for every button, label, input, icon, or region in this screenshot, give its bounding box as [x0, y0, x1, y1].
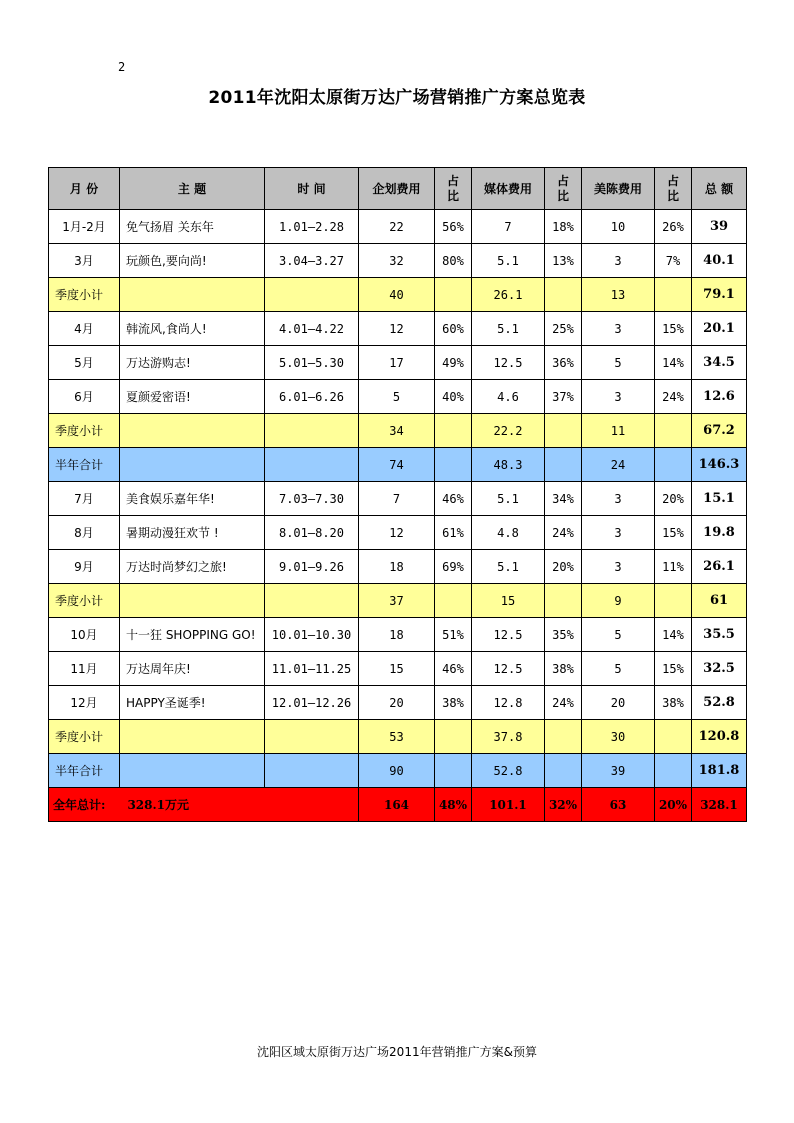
year-total-display-pct: 20% — [655, 788, 692, 822]
time-cell — [265, 754, 359, 788]
time-cell: 7.03—7.30 — [265, 482, 359, 516]
month-cell: 5月 — [49, 346, 120, 380]
plan-pct-cell: 61% — [435, 516, 472, 550]
time-cell — [265, 720, 359, 754]
table-row — [49, 380, 747, 414]
media-pct-cell: 36% — [545, 346, 582, 380]
time-cell — [265, 278, 359, 312]
quarter-subtotal-row — [49, 278, 747, 312]
table-row — [49, 516, 747, 550]
display-cost-cell: 3 — [582, 380, 655, 414]
month-cell: 12月 — [49, 686, 120, 720]
year-total-label-cell — [49, 788, 359, 822]
half-year-total-row — [49, 754, 747, 788]
media-cost-cell: 5.1 — [472, 550, 545, 584]
theme-cell — [120, 278, 265, 312]
plan-pct-cell — [435, 720, 472, 754]
plan-cost-cell: 90 — [359, 754, 435, 788]
quarter-subtotal-row — [49, 584, 747, 618]
month-cell: 7月 — [49, 482, 120, 516]
display-pct-cell: 15% — [655, 652, 692, 686]
plan-cost-cell: 15 — [359, 652, 435, 686]
theme-cell: 万达周年庆! — [120, 652, 265, 686]
time-cell: 3.04—3.27 — [265, 244, 359, 278]
total-cell: 34.5 — [692, 346, 747, 380]
table-row — [49, 312, 747, 346]
media-cost-cell: 5.1 — [472, 482, 545, 516]
plan-pct-cell: 80% — [435, 244, 472, 278]
month-cell: 半年合计 — [49, 448, 120, 482]
display-pct-cell — [655, 754, 692, 788]
display-cost-cell: 3 — [582, 244, 655, 278]
theme-cell: 夏颜爱密语! — [120, 380, 265, 414]
total-cell: 35.5 — [692, 618, 747, 652]
display-cost-cell: 13 — [582, 278, 655, 312]
quarter-subtotal-row — [49, 720, 747, 754]
media-pct-cell: 34% — [545, 482, 582, 516]
media-cost-cell: 5.1 — [472, 312, 545, 346]
table-header-row — [49, 168, 747, 210]
table-row — [49, 686, 747, 720]
total-cell: 40.1 — [692, 244, 747, 278]
media-cost-cell: 37.8 — [472, 720, 545, 754]
display-pct-cell — [655, 414, 692, 448]
year-total-total: 328.1 — [692, 788, 747, 822]
time-cell: 10.01—10.30 — [265, 618, 359, 652]
plan-pct-cell: 56% — [435, 210, 472, 244]
time-cell: 4.01—4.22 — [265, 312, 359, 346]
year-total-display: 63 — [582, 788, 655, 822]
theme-cell: 万达游购志! — [120, 346, 265, 380]
year-total-amount: 328.1万元 — [127, 798, 190, 812]
media-pct-cell: 24% — [545, 686, 582, 720]
plan-cost-cell: 18 — [359, 618, 435, 652]
display-pct-cell: 38% — [655, 686, 692, 720]
year-total-label: 全年总计: — [53, 798, 106, 812]
plan-pct-cell: 69% — [435, 550, 472, 584]
month-cell: 10月 — [49, 618, 120, 652]
media-pct-cell: 25% — [545, 312, 582, 346]
display-cost-cell: 3 — [582, 312, 655, 346]
time-cell: 1.01—2.28 — [265, 210, 359, 244]
plan-pct-cell: 38% — [435, 686, 472, 720]
plan-cost-cell: 12 — [359, 312, 435, 346]
year-total-row — [49, 788, 747, 822]
media-pct-cell — [545, 278, 582, 312]
month-cell: 11月 — [49, 652, 120, 686]
theme-cell: 韩流风,食尚人! — [120, 312, 265, 346]
total-cell: 67.2 — [692, 414, 747, 448]
total-cell: 15.1 — [692, 482, 747, 516]
table-row — [49, 346, 747, 380]
media-cost-cell: 15 — [472, 584, 545, 618]
month-cell: 季度小计 — [49, 720, 120, 754]
page-title: 2011年沈阳太原街万达广场营销推广方案总览表 — [208, 88, 586, 108]
media-cost-cell: 12.5 — [472, 346, 545, 380]
display-cost-cell: 30 — [582, 720, 655, 754]
quarter-subtotal-row — [49, 414, 747, 448]
display-pct-cell: 26% — [655, 210, 692, 244]
display-cost-cell: 3 — [582, 550, 655, 584]
plan-pct-cell — [435, 278, 472, 312]
media-pct-cell: 13% — [545, 244, 582, 278]
media-cost-cell: 4.6 — [472, 380, 545, 414]
display-cost-cell: 5 — [582, 652, 655, 686]
plan-cost-cell: 17 — [359, 346, 435, 380]
time-cell: 12.01—12.26 — [265, 686, 359, 720]
header-display-cost: 美陈费用 — [582, 168, 655, 210]
theme-cell: 美食娱乐嘉年华! — [120, 482, 265, 516]
plan-cost-cell: 20 — [359, 686, 435, 720]
display-cost-cell: 5 — [582, 618, 655, 652]
time-cell: 6.01—6.26 — [265, 380, 359, 414]
display-pct-cell: 14% — [655, 346, 692, 380]
display-cost-cell: 20 — [582, 686, 655, 720]
plan-pct-cell — [435, 754, 472, 788]
media-cost-cell: 26.1 — [472, 278, 545, 312]
display-pct-cell — [655, 278, 692, 312]
plan-cost-cell: 32 — [359, 244, 435, 278]
plan-cost-cell: 40 — [359, 278, 435, 312]
plan-cost-cell: 5 — [359, 380, 435, 414]
display-pct-cell: 15% — [655, 516, 692, 550]
month-cell: 3月 — [49, 244, 120, 278]
plan-pct-cell: 40% — [435, 380, 472, 414]
media-cost-cell: 22.2 — [472, 414, 545, 448]
media-pct-cell — [545, 414, 582, 448]
year-total-media-pct: 32% — [545, 788, 582, 822]
time-cell — [265, 414, 359, 448]
plan-pct-cell — [435, 448, 472, 482]
year-total-plan: 164 — [359, 788, 435, 822]
time-cell: 8.01—8.20 — [265, 516, 359, 550]
time-cell: 9.01—9.26 — [265, 550, 359, 584]
time-cell — [265, 584, 359, 618]
theme-cell — [120, 754, 265, 788]
header-month: 月 份 — [49, 168, 120, 210]
display-pct-cell — [655, 720, 692, 754]
display-pct-cell — [655, 584, 692, 618]
media-pct-cell: 18% — [545, 210, 582, 244]
plan-cost-cell: 18 — [359, 550, 435, 584]
display-cost-cell: 3 — [582, 516, 655, 550]
table-row — [49, 550, 747, 584]
media-cost-cell: 12.5 — [472, 652, 545, 686]
month-cell: 1月-2月 — [49, 210, 120, 244]
media-pct-cell: 38% — [545, 652, 582, 686]
table-row — [49, 618, 747, 652]
table-row — [49, 244, 747, 278]
table-row — [49, 482, 747, 516]
media-pct-cell — [545, 754, 582, 788]
header-plan-ratio: 占比 — [435, 168, 472, 210]
header-total: 总 额 — [692, 168, 747, 210]
theme-cell: 玩颜色,要向尚! — [120, 244, 265, 278]
display-cost-cell: 24 — [582, 448, 655, 482]
month-cell: 4月 — [49, 312, 120, 346]
media-pct-cell: 35% — [545, 618, 582, 652]
media-pct-cell — [545, 584, 582, 618]
header-time: 时 间 — [265, 168, 359, 210]
month-cell: 9月 — [49, 550, 120, 584]
media-cost-cell: 12.8 — [472, 686, 545, 720]
display-pct-cell: 24% — [655, 380, 692, 414]
header-plan-cost: 企划费用 — [359, 168, 435, 210]
theme-cell: 免气扬眉 关东年 — [120, 210, 265, 244]
total-cell: 61 — [692, 584, 747, 618]
media-pct-cell — [545, 720, 582, 754]
month-cell: 季度小计 — [49, 278, 120, 312]
theme-cell — [120, 720, 265, 754]
theme-cell — [120, 414, 265, 448]
media-pct-cell: 24% — [545, 516, 582, 550]
marketing-plan-table — [48, 167, 747, 822]
total-cell: 120.8 — [692, 720, 747, 754]
plan-pct-cell: 49% — [435, 346, 472, 380]
theme-cell — [120, 584, 265, 618]
theme-cell: 暑期动漫狂欢节 ! — [120, 516, 265, 550]
plan-cost-cell: 12 — [359, 516, 435, 550]
table-row — [49, 210, 747, 244]
theme-cell — [120, 448, 265, 482]
plan-cost-cell: 53 — [359, 720, 435, 754]
header-display-ratio: 占比 — [655, 168, 692, 210]
media-cost-cell: 48.3 — [472, 448, 545, 482]
total-cell: 32.5 — [692, 652, 747, 686]
month-cell: 季度小计 — [49, 584, 120, 618]
total-cell: 146.3 — [692, 448, 747, 482]
header-theme: 主 题 — [120, 168, 265, 210]
display-pct-cell: 11% — [655, 550, 692, 584]
display-pct-cell: 15% — [655, 312, 692, 346]
display-cost-cell: 5 — [582, 346, 655, 380]
theme-cell: 十一狂 SHOPPING GO! — [120, 618, 265, 652]
total-cell: 26.1 — [692, 550, 747, 584]
total-cell: 79.1 — [692, 278, 747, 312]
total-cell: 19.8 — [692, 516, 747, 550]
display-cost-cell: 11 — [582, 414, 655, 448]
total-cell: 12.6 — [692, 380, 747, 414]
plan-pct-cell: 46% — [435, 482, 472, 516]
plan-pct-cell — [435, 414, 472, 448]
time-cell: 11.01—11.25 — [265, 652, 359, 686]
half-year-total-row — [49, 448, 747, 482]
plan-cost-cell: 22 — [359, 210, 435, 244]
display-cost-cell: 9 — [582, 584, 655, 618]
display-pct-cell — [655, 448, 692, 482]
display-pct-cell: 20% — [655, 482, 692, 516]
page-number: 2 — [118, 60, 126, 74]
display-cost-cell: 10 — [582, 210, 655, 244]
plan-pct-cell: 51% — [435, 618, 472, 652]
media-cost-cell: 52.8 — [472, 754, 545, 788]
display-cost-cell: 39 — [582, 754, 655, 788]
plan-cost-cell: 74 — [359, 448, 435, 482]
media-cost-cell: 7 — [472, 210, 545, 244]
plan-pct-cell: 60% — [435, 312, 472, 346]
total-cell: 52.8 — [692, 686, 747, 720]
plan-cost-cell: 37 — [359, 584, 435, 618]
plan-cost-cell: 7 — [359, 482, 435, 516]
media-cost-cell: 12.5 — [472, 618, 545, 652]
month-cell: 6月 — [49, 380, 120, 414]
table-row — [49, 652, 747, 686]
month-cell: 季度小计 — [49, 414, 120, 448]
media-cost-cell: 5.1 — [472, 244, 545, 278]
time-cell — [265, 448, 359, 482]
plan-pct-cell: 46% — [435, 652, 472, 686]
total-cell: 39 — [692, 210, 747, 244]
display-cost-cell: 3 — [582, 482, 655, 516]
display-pct-cell: 7% — [655, 244, 692, 278]
year-total-plan-pct: 48% — [435, 788, 472, 822]
time-cell: 5.01—5.30 — [265, 346, 359, 380]
media-pct-cell — [545, 448, 582, 482]
media-pct-cell: 20% — [545, 550, 582, 584]
year-total-media: 101.1 — [472, 788, 545, 822]
plan-cost-cell: 34 — [359, 414, 435, 448]
theme-cell: HAPPY圣诞季! — [120, 686, 265, 720]
total-cell: 181.8 — [692, 754, 747, 788]
plan-pct-cell — [435, 584, 472, 618]
month-cell: 半年合计 — [49, 754, 120, 788]
total-cell: 20.1 — [692, 312, 747, 346]
display-pct-cell: 14% — [655, 618, 692, 652]
media-cost-cell: 4.8 — [472, 516, 545, 550]
header-media-ratio: 占比 — [545, 168, 582, 210]
media-pct-cell: 37% — [545, 380, 582, 414]
theme-cell: 万达时尚梦幻之旅! — [120, 550, 265, 584]
page-footer: 沈阳区域太原街万达广场2011年营销推广方案&预算 — [257, 1045, 537, 1059]
month-cell: 8月 — [49, 516, 120, 550]
header-media-cost: 媒体费用 — [472, 168, 545, 210]
